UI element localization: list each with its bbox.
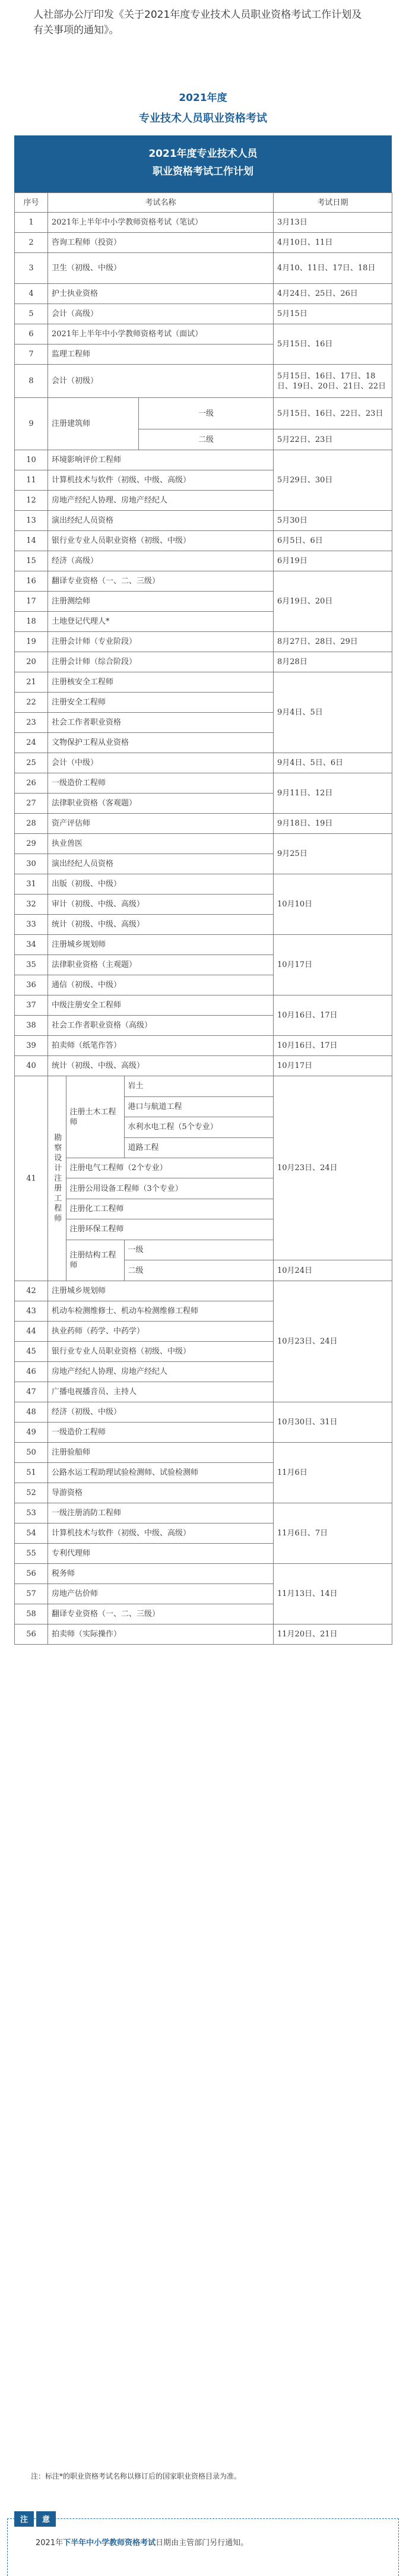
row-name: 一级造价工程师 bbox=[48, 773, 274, 794]
row-no: 39 bbox=[15, 1036, 48, 1056]
row-name: 一级注册消防工程师 bbox=[48, 1503, 274, 1524]
row-date: 5月30日 bbox=[274, 511, 392, 531]
row-date: 9月4日、5日、6日 bbox=[274, 753, 392, 773]
row-date: 5月15日、16日 bbox=[274, 324, 392, 365]
architect-level-2: 二级 bbox=[198, 435, 214, 444]
row-name: 注册城乡规划师 bbox=[48, 935, 274, 955]
table-row bbox=[15, 551, 392, 571]
row-name: 房地产经纪人协理、房地产经纪人 bbox=[48, 1362, 274, 1382]
table-row bbox=[15, 814, 392, 834]
row-name: 会计（中级） bbox=[48, 753, 274, 773]
table-row bbox=[15, 1564, 392, 1584]
row-no: 55 bbox=[15, 1544, 48, 1564]
table-row bbox=[15, 935, 392, 955]
civil-item: 水利水电工程（5个专业） bbox=[124, 1117, 273, 1137]
table-row bbox=[15, 1281, 392, 1301]
table-row bbox=[15, 632, 392, 652]
table-banner bbox=[14, 135, 392, 192]
civil-item: 岩土 bbox=[124, 1076, 273, 1096]
row-name: 广播电视播音员、主持人 bbox=[48, 1382, 274, 1402]
intro-paragraph: 人社部办公厅印发《关于2021年度专业技术人员职业资格考试工作计划及有关事项的通知》。 bbox=[33, 9, 362, 36]
table-row bbox=[15, 233, 392, 253]
note-tab-char-2: 意 bbox=[36, 2511, 56, 2527]
row-name: 中级注册安全工程师 bbox=[48, 995, 274, 1016]
row-no: 9 bbox=[15, 398, 48, 450]
row-date: 6月19日 bbox=[274, 551, 392, 571]
row-name: 卫生（初级、中级） bbox=[48, 253, 274, 284]
row-date: 9月18日、19日 bbox=[274, 814, 392, 834]
table-row bbox=[15, 571, 392, 592]
row-no: 5 bbox=[15, 304, 48, 324]
engineering-dates bbox=[274, 1076, 392, 1281]
row-no: 56 bbox=[15, 1564, 48, 1584]
row-no: 14 bbox=[15, 531, 48, 551]
row-name: 法律职业资格（主观题） bbox=[48, 955, 274, 975]
row-no: 48 bbox=[15, 1402, 48, 1423]
row-no: 26 bbox=[15, 773, 48, 794]
row-no: 52 bbox=[15, 1483, 48, 1503]
row-name: 统计（初级、中级、高级） bbox=[48, 915, 274, 935]
table-row bbox=[15, 652, 392, 672]
row-no: 33 bbox=[15, 915, 48, 935]
row-no: 27 bbox=[15, 794, 48, 814]
table-row bbox=[15, 398, 392, 429]
engineer-item: 注册电气工程师（2个专业） bbox=[66, 1158, 273, 1178]
table-row bbox=[15, 773, 392, 794]
row-no: 23 bbox=[15, 713, 48, 733]
row-no: 45 bbox=[15, 1342, 48, 1362]
row-date: 5月15日、16日、22日、23日 bbox=[274, 398, 392, 429]
row-date: 6月5日、6日 bbox=[274, 531, 392, 551]
row-name: 2021年上半年中小学教师资格考试（笔试） bbox=[48, 213, 274, 233]
row-no: 46 bbox=[15, 1362, 48, 1382]
row-name: 注册城乡规划师 bbox=[48, 1281, 274, 1301]
row-date: 3月13日 bbox=[274, 213, 392, 233]
note-line-1-highlight: 下半年中小学教师资格考试 bbox=[63, 2539, 156, 2547]
row-date: 5月15日、16日、17日、18日、19日、20日、21日、22日 bbox=[274, 365, 392, 398]
row-name: 注册安全工程师 bbox=[48, 693, 274, 713]
row-no: 42 bbox=[15, 1281, 48, 1301]
note-line-1 bbox=[36, 2536, 386, 2547]
structural-level: 二级 bbox=[128, 1266, 144, 1275]
row-date: 10月17日 bbox=[274, 1056, 392, 1076]
row-name: 公路水运工程助理试验检测师、试验检测师 bbox=[48, 1463, 274, 1483]
row-no: 49 bbox=[15, 1423, 48, 1443]
engineering-date-2: 10月24日 bbox=[277, 1266, 313, 1275]
table-row bbox=[15, 365, 392, 398]
row-no: 43 bbox=[15, 1301, 48, 1322]
civil-item: 道路工程 bbox=[124, 1137, 273, 1158]
row-no: 17 bbox=[15, 592, 48, 612]
engineering-date-1: 10月23日、24日 bbox=[274, 1076, 392, 1260]
row-name: 法律职业资格（客观题） bbox=[48, 794, 274, 814]
table-row bbox=[15, 1624, 392, 1645]
row-name: 出版（初级、中级） bbox=[48, 874, 274, 895]
row-name: 注册核安全工程师 bbox=[48, 672, 274, 693]
row-date: 9月11日、12日 bbox=[274, 773, 392, 814]
row-no: 28 bbox=[15, 814, 48, 834]
table-row bbox=[15, 213, 392, 233]
row-no: 2 bbox=[15, 233, 48, 253]
row-date: 5月15日 bbox=[274, 304, 392, 324]
table-row bbox=[15, 511, 392, 531]
civil-engineer-label: 注册土木工程师 bbox=[66, 1076, 124, 1158]
row-name: 文物保护工程从业资格 bbox=[48, 733, 274, 753]
row-no: 25 bbox=[15, 753, 48, 773]
note-line-1-pre: 2021年 bbox=[36, 2539, 64, 2547]
row-no: 35 bbox=[15, 955, 48, 975]
table-row bbox=[15, 450, 392, 470]
architect-label: 注册建筑师 bbox=[48, 398, 139, 450]
row-no: 50 bbox=[15, 1443, 48, 1463]
row-name: 翻译专业资格（一、二、三级） bbox=[48, 571, 274, 592]
row-no: 13 bbox=[15, 511, 48, 531]
row-no: 44 bbox=[15, 1322, 48, 1342]
row-name: 房地产估价师 bbox=[48, 1584, 274, 1604]
row-name: 社会工作者职业资格 bbox=[48, 713, 274, 733]
row-date: 11月6日 bbox=[274, 1443, 392, 1503]
row-no: 7 bbox=[15, 344, 48, 365]
row-no: 41 bbox=[15, 1076, 48, 1281]
structural-engineer-label: 注册结构工程师 bbox=[66, 1240, 124, 1281]
row-date: 9月4日、5日 bbox=[274, 672, 392, 753]
table-row bbox=[15, 324, 392, 344]
row-name: 计算机技术与软件（初级、中级、高级） bbox=[48, 470, 274, 491]
row-name: 社会工作者职业资格（高级） bbox=[48, 1016, 274, 1036]
row-name: 演出经纪人员资格 bbox=[48, 511, 274, 531]
table-row bbox=[15, 753, 392, 773]
table-row bbox=[15, 672, 392, 693]
row-no: 1 bbox=[15, 213, 48, 233]
row-name bbox=[48, 398, 274, 450]
row-date: 11月20日、21日 bbox=[274, 1624, 392, 1645]
row-no: 4 bbox=[15, 284, 48, 304]
row-no: 57 bbox=[15, 1584, 48, 1604]
row-name: 专利代理师 bbox=[48, 1544, 274, 1564]
row-no: 38 bbox=[15, 1016, 48, 1036]
row-name: 银行业专业人员职业资格（初级、中级） bbox=[48, 531, 274, 551]
row-date: 11月13日、14日 bbox=[274, 1564, 392, 1624]
row-date: 8月28日 bbox=[274, 652, 392, 672]
engineering-vertical-label: 勘察设计注册工程师 bbox=[48, 1076, 66, 1281]
row-name: 资产评估师 bbox=[48, 814, 274, 834]
table-row-engineering bbox=[15, 1076, 392, 1281]
header-name: 考试名称 bbox=[48, 193, 274, 213]
row-name: 注册会计师（综合阶段） bbox=[48, 652, 274, 672]
row-name: 翻译专业资格（一、二、三级） bbox=[48, 1604, 274, 1624]
row-name: 注册测绘师 bbox=[48, 592, 274, 612]
banner-line-2: 职业资格考试工作计划 bbox=[153, 166, 253, 178]
row-date: 8月27日、28日、29日 bbox=[274, 632, 392, 652]
table-row bbox=[15, 1056, 392, 1076]
table-row bbox=[15, 253, 392, 284]
table-row bbox=[15, 1443, 392, 1463]
header-title: 专业技术人员职业资格考试 bbox=[139, 112, 267, 125]
table-row bbox=[15, 1036, 392, 1056]
row-no: 15 bbox=[15, 551, 48, 571]
row-no: 16 bbox=[15, 571, 48, 592]
row-no: 47 bbox=[15, 1382, 48, 1402]
row-no: 22 bbox=[15, 693, 48, 713]
row-name: 房地产经纪人协理、房地产经纪人 bbox=[48, 491, 274, 511]
engineer-item: 注册公用设备工程师（3个专业） bbox=[66, 1178, 273, 1199]
row-name: 演出经纪人员资格 bbox=[48, 854, 274, 874]
row-name: 注册会计师（专业阶段） bbox=[48, 632, 274, 652]
row-no: 40 bbox=[15, 1056, 48, 1076]
row-name: 一级造价工程师 bbox=[48, 1423, 274, 1443]
table-row bbox=[15, 834, 392, 854]
architect-level-1: 一级 bbox=[139, 398, 274, 429]
row-no: 20 bbox=[15, 652, 48, 672]
row-date: 10月17日 bbox=[274, 935, 392, 995]
table-row bbox=[15, 284, 392, 304]
row-no: 19 bbox=[15, 632, 48, 652]
schedule-table-wrapper bbox=[14, 192, 392, 1645]
row-no: 24 bbox=[15, 733, 48, 753]
row-date: 6月19日、20日 bbox=[274, 571, 392, 632]
row-name: 税务师 bbox=[48, 1564, 274, 1584]
row-no: 37 bbox=[15, 995, 48, 1016]
header-date: 考试日期 bbox=[274, 193, 392, 213]
row-no: 6 bbox=[15, 324, 48, 344]
engineering-block bbox=[48, 1076, 274, 1281]
row-date: 11月6日、7日 bbox=[274, 1503, 392, 1564]
row-date: 10月10日 bbox=[274, 874, 392, 935]
row-no: 53 bbox=[15, 1503, 48, 1524]
row-name: 注册验船师 bbox=[48, 1443, 274, 1463]
row-no: 21 bbox=[15, 672, 48, 693]
note-tab bbox=[14, 2511, 56, 2527]
row-date: 4月10日、11日 bbox=[274, 233, 392, 253]
note-tab-char-1: 注 bbox=[14, 2511, 34, 2527]
footnote: 注：标注*的职业资格考试名称以修订后的国家职业资格目录为准。 bbox=[31, 2472, 242, 2480]
row-date: 5月29日、30日 bbox=[274, 450, 392, 511]
row-no: 12 bbox=[15, 491, 48, 511]
row-name: 土地登记代理人* bbox=[48, 612, 274, 632]
table-row bbox=[15, 1503, 392, 1524]
row-name: 导游资格 bbox=[48, 1483, 274, 1503]
row-no: 58 bbox=[15, 1604, 48, 1624]
row-no: 34 bbox=[15, 935, 48, 955]
row-name: 监理工程师 bbox=[48, 344, 274, 365]
header-year: 2021年度 bbox=[179, 92, 227, 104]
row-no: 56 bbox=[15, 1624, 48, 1645]
row-name: 会计（高级） bbox=[48, 304, 274, 324]
row-name: 执业兽医 bbox=[48, 834, 274, 854]
row-no: 31 bbox=[15, 874, 48, 895]
engineering-subtable bbox=[48, 1076, 273, 1281]
row-name: 环境影响评价工程师 bbox=[48, 450, 274, 470]
row-name: 经济（初级、中级） bbox=[48, 1402, 274, 1423]
row-name: 咨询工程师（投资） bbox=[48, 233, 274, 253]
row-date: 4月10、11日、17日、18日 bbox=[274, 253, 392, 284]
row-no: 54 bbox=[15, 1524, 48, 1544]
architect-subtable bbox=[48, 398, 273, 450]
row-name: 拍卖师（实际操作） bbox=[48, 1624, 274, 1645]
row-name: 经济（高级） bbox=[48, 551, 274, 571]
row-no: 11 bbox=[15, 470, 48, 491]
row-name: 执业药师（药学、中药学） bbox=[48, 1322, 274, 1342]
row-name: 通信（初级、中级） bbox=[48, 975, 274, 995]
schedule-table bbox=[14, 192, 392, 1645]
row-no: 36 bbox=[15, 975, 48, 995]
row-no: 3 bbox=[15, 253, 48, 284]
table-header-row bbox=[15, 193, 392, 213]
row-no: 29 bbox=[15, 834, 48, 854]
table-row bbox=[15, 1402, 392, 1423]
row-no: 32 bbox=[15, 895, 48, 915]
row-date: 9月25日 bbox=[274, 834, 392, 874]
row-date: 10月16日、17日 bbox=[274, 995, 392, 1036]
table-row bbox=[15, 304, 392, 324]
table-row bbox=[15, 531, 392, 551]
row-no: 51 bbox=[15, 1463, 48, 1483]
engineer-item: 注册化工工程师 bbox=[66, 1199, 273, 1219]
row-date: 10月16日、17日 bbox=[274, 1036, 392, 1056]
row-no: 10 bbox=[15, 450, 48, 470]
row-date: 4月24日、25日、26日 bbox=[274, 284, 392, 304]
row-name: 统计（初级、中级、高级） bbox=[48, 1056, 274, 1076]
row-name: 计算机技术与软件（初级、中级、高级） bbox=[48, 1524, 274, 1544]
civil-item: 港口与航道工程 bbox=[124, 1096, 273, 1117]
banner-line-1: 2021年度专业技术人员 bbox=[148, 148, 258, 160]
row-no: 30 bbox=[15, 854, 48, 874]
row-no: 18 bbox=[15, 612, 48, 632]
row-name: 审计（初级、中级、高级） bbox=[48, 895, 274, 915]
row-date: 5月22日、23日 bbox=[274, 429, 392, 450]
structural-level: 一级 bbox=[124, 1240, 273, 1260]
table-row bbox=[15, 995, 392, 1016]
header-no: 序号 bbox=[15, 193, 48, 213]
row-name: 2021年上半年中小学教师资格考试（面试） bbox=[48, 324, 274, 344]
row-name: 会计（初级） bbox=[48, 365, 274, 398]
note-line-1-post: 日期由主管部门另行通知。 bbox=[156, 2539, 249, 2547]
row-no: 8 bbox=[15, 365, 48, 398]
row-name: 机动车检测维修士、机动车检测维修工程师 bbox=[48, 1301, 274, 1322]
row-name: 银行业专业人员职业资格（初级、中级） bbox=[48, 1342, 274, 1362]
row-date: 10月23日、24日 bbox=[274, 1281, 392, 1402]
engineer-item: 注册环保工程师 bbox=[66, 1219, 273, 1240]
row-date: 10月30日、31日 bbox=[274, 1402, 392, 1443]
table-row bbox=[15, 874, 392, 895]
row-name: 护士执业资格 bbox=[48, 284, 274, 304]
row-name: 拍卖师（纸笔作答） bbox=[48, 1036, 274, 1056]
